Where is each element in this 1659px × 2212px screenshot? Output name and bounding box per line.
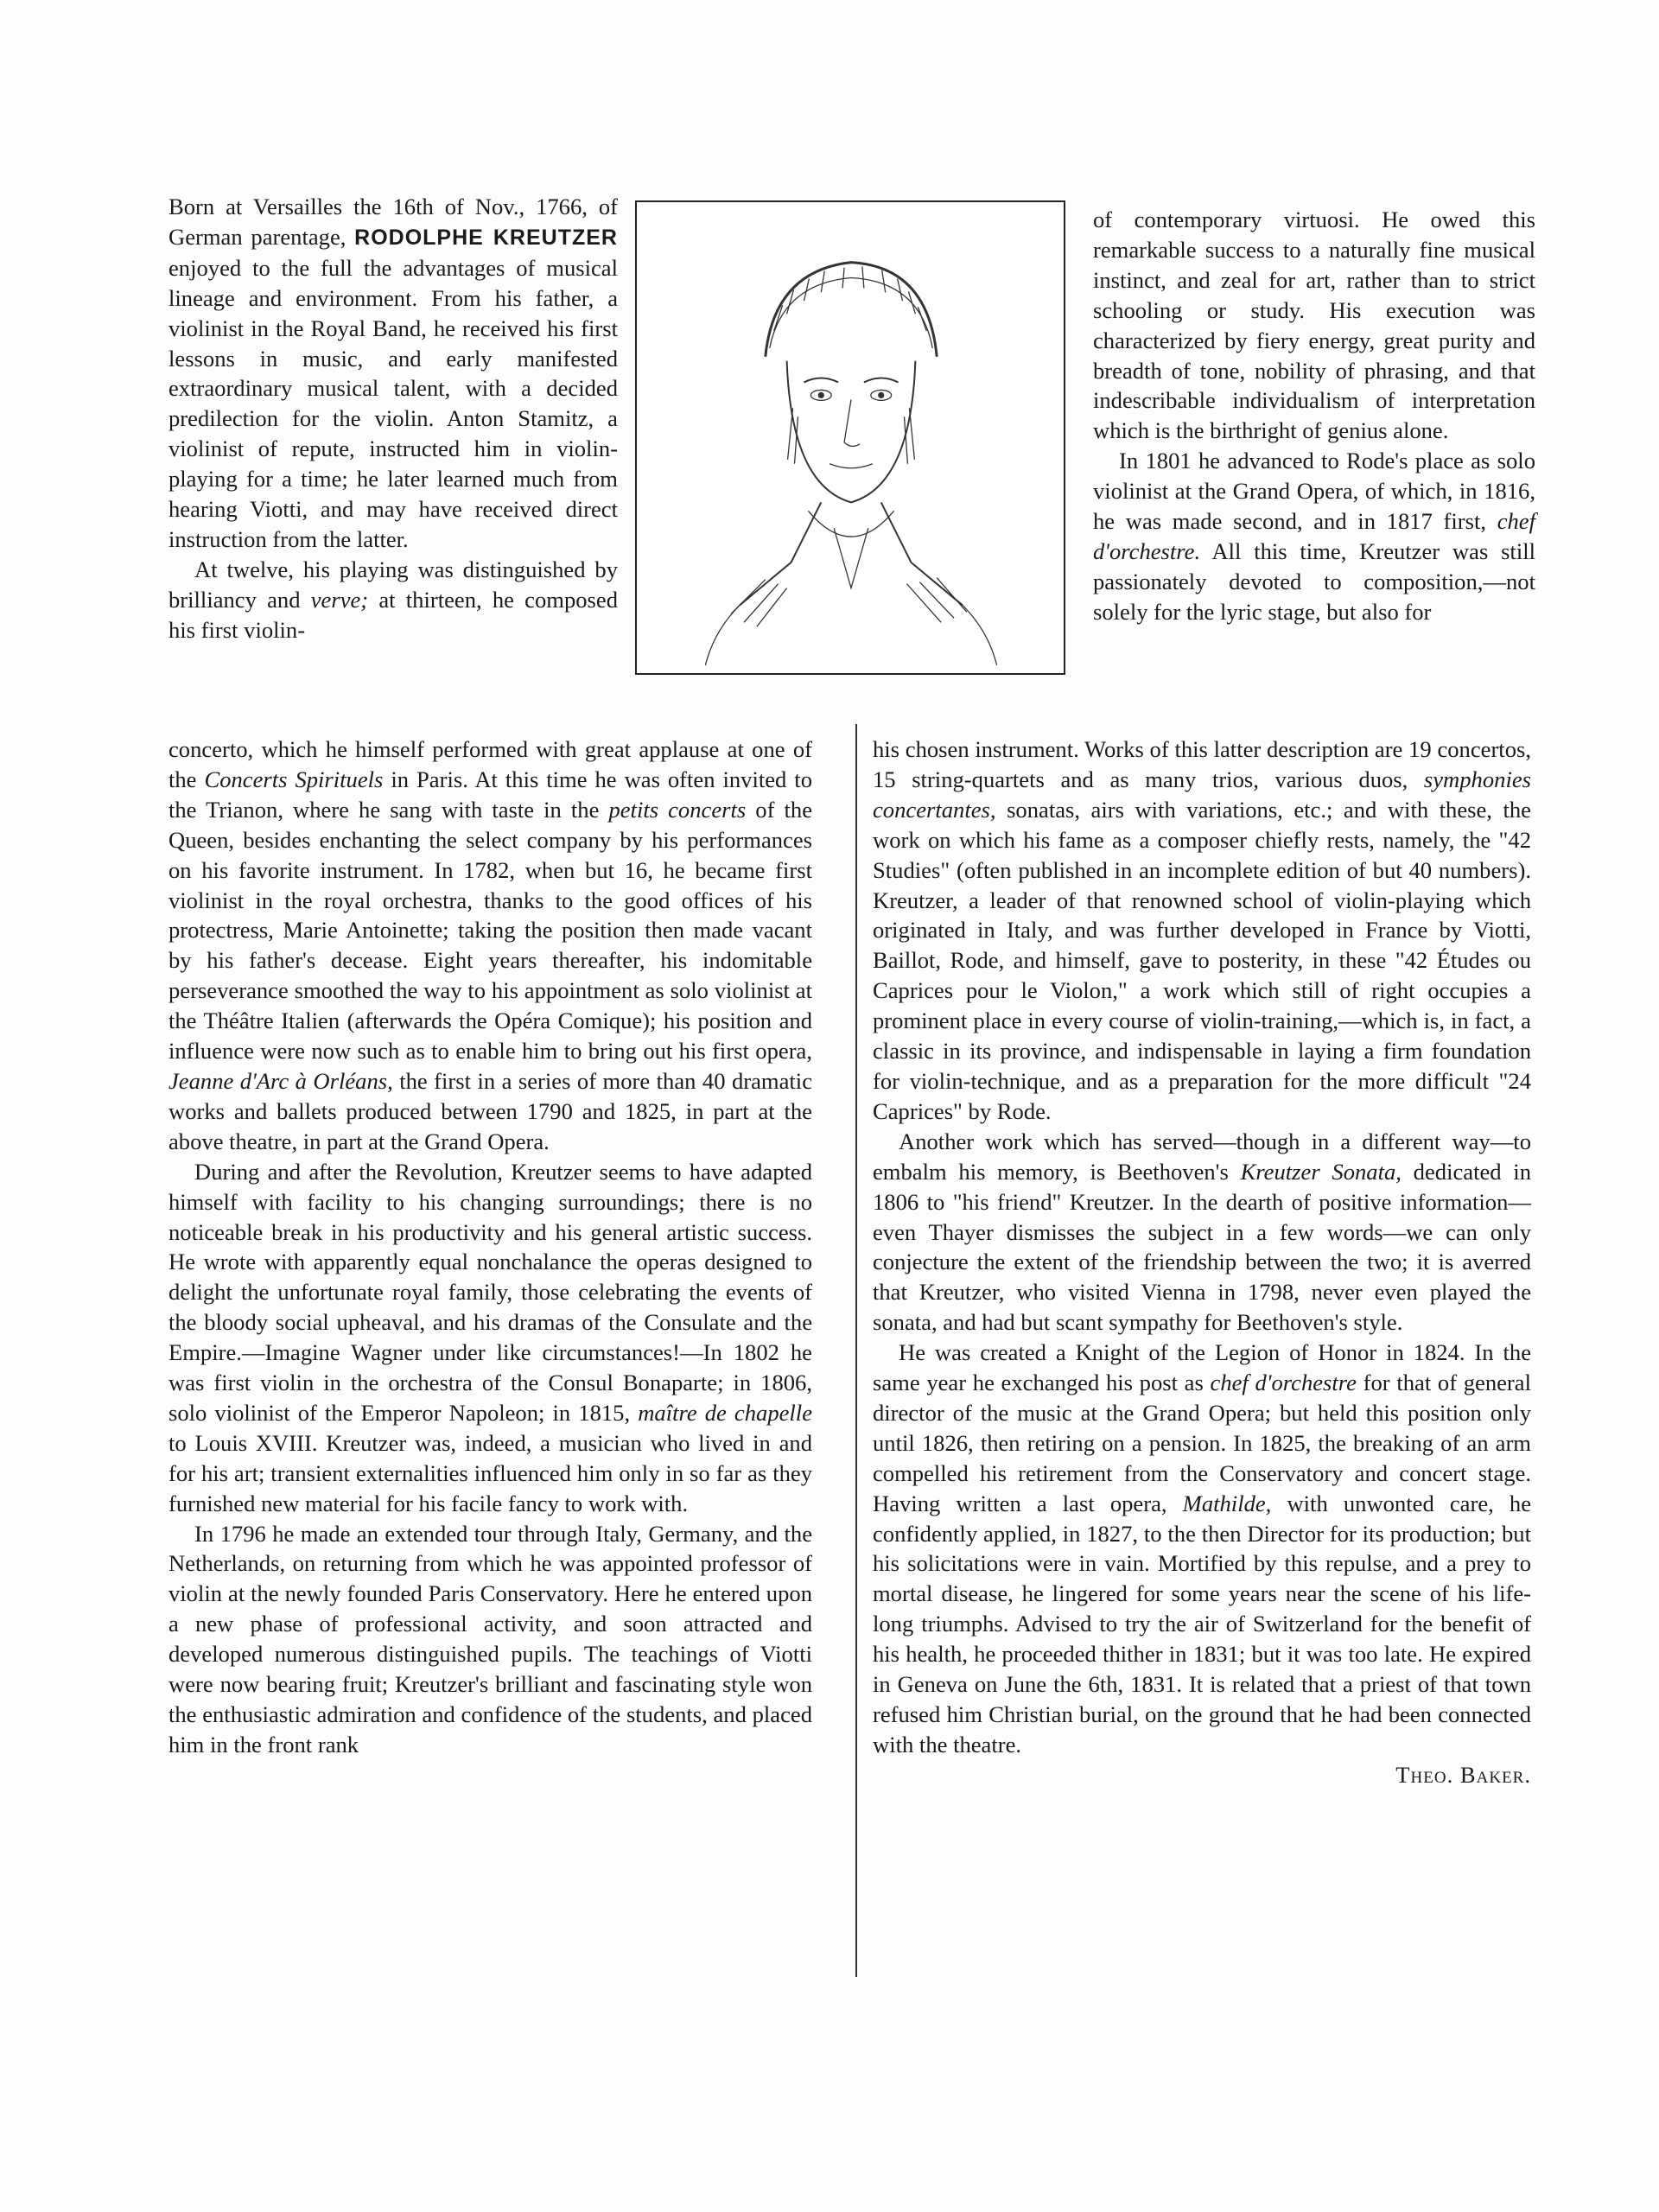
portrait-engraving [637, 202, 1064, 673]
paragraph: During and after the Revolution, Kreutzer seems to have adapted himself with facility to his changing surroundings; there is no noticeable break in his productivity and his general artistic success. He wrote with apparently equal nonchalance the operas designed to delight the unfortunate royal family, those celebrating the events of the bloody social upheaval, and his dramas of the Consulate and the Empire.—Imagine Wagner under like circumstances!—In 1802 he was first violin in the orchestra of the Consul Bonaparte; in 1806, solo violinist of the Emperor Napoleon; in 1815, maître de chapelle to Louis XVIII. Kreutzer was, indeed, a musician who lived in and for his art; transient externalities influenced him only in so far as they furnished new material for his facile fancy to work with. [168, 1158, 813, 1516]
paragraph: At twelve, his playing was distinguished by brilliancy and verve; at thirteen, he composed his first violin- [168, 556, 618, 643]
paragraph: In 1796 he made an extended tour through Italy, Germany, and the Netherlands, on returning from which he was appointed professor of violin at the newly founded Paris Conservatory. Here he entered upon a new phase of professional activity, and soon attracted and developed numerous distinguished pupils. The teachings of Viotti were now bearing fruit; Kreutzer's brilliant and fascinating style won the enthusiastic admiration and confidence of the students, and placed him in the front rank [168, 1520, 812, 1758]
paragraph: In 1801 he advanced to Rode's place as solo violinist at the Grand Opera, of which, in 1816, he was made second, and in 1817 first, chef d'orchestre. All this time, Kreutzer was still passionately devoted to composition,—not solely for the lyric stage, but also for [1093, 448, 1535, 625]
signature-line [873, 1760, 1531, 1790]
paragraph: of contemporary virtuosi. He owed this remarkable success to a naturally fine musical instinct, and zeal for art, rather than to strict schooling or study. His execution was characterized by fiery energy, great purity and breadth of tone, nobility of phrasing, and that indescribable individualism of interpretation which is the birthright of genius alone. [1093, 207, 1535, 444]
left-column-top [168, 192, 618, 645]
paragraph: He was created a Knight of the Legion of Honor in 1824. In the same year he exchanged his post as chef d'orchestre for that of general director of the music at the Grand Opera; but held this position only until 1826, then retiring on a pension. In 1825, the breaking of an arm compelled his retirement from the Conservatory and concert stage. Having written a last opera, Mathilde, with unwonted care, he confidently applied, in 1827, to the then Director for its production; but his solicitations were in vain. Mortified by this repulse, and a prey to mortal disease, he lingered for some years near the scene of his life-long triumphs. Advised to try the air of Switzerland for the benefit of his health, he proceeded thither in 1831; but it was too late. He expired in Geneva on June the 6th, 1831. It is related that a priest of that town refused him Christian burial, on the ground that he had been connected with the theatre. [873, 1339, 1532, 1758]
subject-name: RODOLPHE KREUTZER [354, 225, 618, 250]
portrait-illustration [635, 200, 1065, 675]
column-divider [855, 724, 857, 1977]
left-column [168, 734, 812, 1760]
paragraph: Another work which has served—though in a different way—to embalm his memory, is Beethoven's Kreutzer Sonata, dedicated in 1806 to "his friend" Kreutzer. In the dearth of positive information—even Thayer dismisses the subject in a few words—we can only conjecture the extent of the friendship between the two; it is averred that Kreutzer, who visited Vienna in 1798, never even played the sonata, and had but scant sympathy for Beethoven's style. [873, 1128, 1531, 1336]
paragraph: concerto, which he himself performed with great applause at one of the Concerts Spirituels in Paris. At this time he was often invited to the Trianon, where he sang with taste in the petits concerts of the Queen, besides enchanting the select company by his performances on his favorite instrument. In 1782, when but 16, he became first violinist in the royal orchestra, thanks to the good offices of his protectress, Marie Antoinette; taking the position then made vacant by his father's decease. Eight years thereafter, his indomitable perseverance smoothed the way to his appointment as solo violinist at the Théâtre Italien (afterwards the Opéra Comique); his position and influence were now such as to enable him to bring out his first opera, Jeanne d'Arc à Orléans, the first in a series of more than 40 dramatic works and ballets produced between 1790 and 1825, in part at the above theatre, in part at the Grand Opera. [168, 736, 812, 1154]
paragraph: his chosen instrument. Works of this latter description are 19 concertos, 15 string-quartets and as many trios, various duos, symphonies concertantes, sonatas, airs with variations, etc.; and with these, the work on which his fame as a composer chiefly rests, namely, the "42 Studies" (often published in an incomplete edition of but 40 numbers). Kreutzer, a leader of that renowned school of violin-playing which originated in Italy, and was further developed in France by Viotti, Baillot, Rode, and himself, gave to posterity, in these "42 Études ou Caprices pour le Violon," a work which still of right occupies a prominent place in every course of violin-training,—which is, in fact, a classic in its province, and indispensable in laying a firm foundation for violin-technique, and as a preparation for the more difficult "24 Caprices" by Rode. [873, 736, 1531, 1124]
right-column [873, 734, 1531, 1790]
author-signature: Theo. Baker. [1395, 1761, 1531, 1788]
right-column-top [1093, 205, 1535, 627]
paragraph-intro: Born at Versailles the 16th of Nov., 1766, of German parentage, RODOLPHE KREUTZER enjoyed to the full the advantages of musical lineage and environment. From his father, a violinist in the Royal Band, he received his first lessons in music, and early manifested extraordinary musical talent, with a decided predilection for the violin. Anton Stamitz, a violinist of repute, instructed him in violin-playing for a time; he later learned much from hearing Viotti, and may have received direct instruction from the latter. [168, 194, 618, 552]
